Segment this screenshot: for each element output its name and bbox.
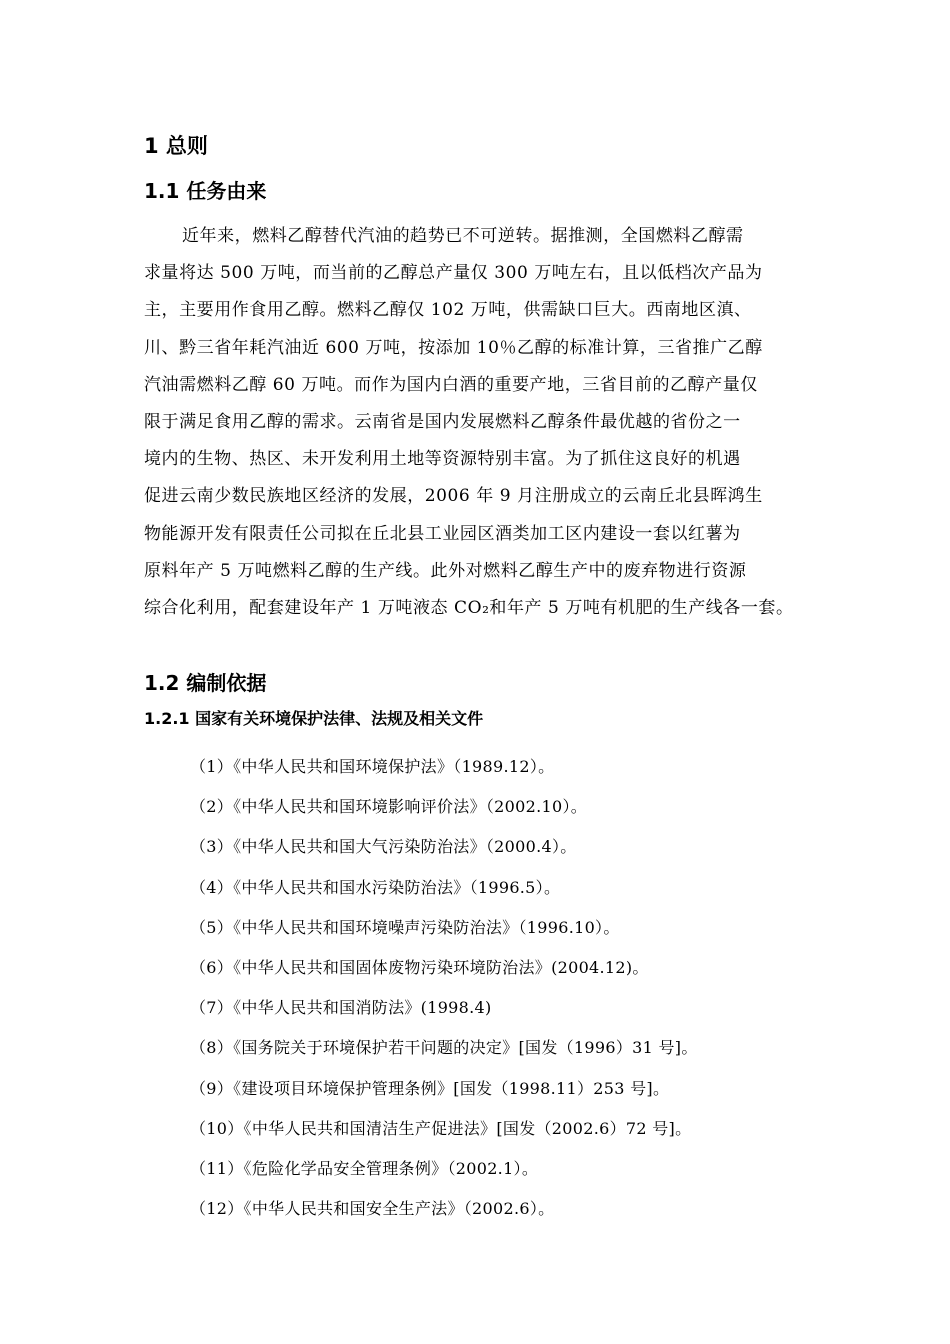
paragraph-line: 限于满足食用乙醇的需求。云南省是国内发展燃料乙醇条件最优越的省份之一 [144, 411, 741, 432]
list-item: （6）《中华人民共和国固体废物污染环境防治法》(2004.12)。 [190, 957, 649, 977]
section-heading-basis: 1.2 编制依据 [144, 671, 267, 695]
list-item: （8）《国务院关于环境保护若干问题的决定》[国发（1996）31 号]。 [190, 1038, 698, 1058]
body-paragraph [144, 220, 814, 629]
paragraph-line: 物能源开发有限责任公司拟在丘北县工业园区酒类加工区内建设一套以红薯为 [144, 523, 741, 544]
subsection-heading-laws: 1.2.1 国家有关环境保护法律、法规及相关文件 [144, 709, 484, 728]
section-heading-task-origin: 1.1 任务由来 [144, 179, 267, 203]
paragraph-line: 综合化利用，配套建设年产 1 万吨液态 CO₂和年产 5 万吨有机肥的生产线各一套。 [144, 597, 794, 618]
paragraph-line: 近年来，燃料乙醇替代汽油的趋势已不可逆转。据推测，全国燃料乙醇需 [182, 226, 744, 246]
list-item: （10）《中华人民共和国清洁生产促进法》[国发（2002.6）72 号]。 [190, 1118, 692, 1138]
chapter-heading: 1 总则 [144, 134, 208, 158]
paragraph-line: 原料年产 5 万吨燃料乙醇的生产线。此外对燃料乙醇生产中的废弃物进行资源 [144, 560, 747, 581]
paragraph-line: 川、黔三省年耗汽油近 600 万吨，按添加 10％乙醇的标准计算，三省推广乙醇 [144, 337, 763, 358]
reference-list [190, 752, 698, 1234]
list-item: （2）《中华人民共和国环境影响评价法》（2002.10）。 [190, 797, 588, 817]
paragraph-line: 汽油需燃料乙醇 60 万吨。而作为国内白酒的重要产地，三省目前的乙醇产量仅 [144, 374, 758, 395]
list-item: （5）《中华人民共和国环境噪声污染防治法》（1996.10）。 [190, 917, 620, 937]
paragraph-line: 求量将达 500 万吨，而当前的乙醇总产量仅 300 万吨左右，且以低档次产品为 [144, 263, 763, 284]
list-item: （3）《中华人民共和国大气污染防治法》（2000.4）。 [190, 837, 577, 857]
list-item: （11）《危险化学品安全管理条例》（2002.1）。 [190, 1158, 539, 1178]
list-item: （4）《中华人民共和国水污染防治法》（1996.5）。 [190, 877, 561, 897]
list-item: （9）《建设项目环境保护管理条例》[国发（1998.11）253 号]。 [190, 1078, 670, 1098]
list-item: （12）《中华人民共和国安全生产法》（2002.6）。 [190, 1199, 555, 1219]
list-item: （7）《中华人民共和国消防法》(1998.4) [190, 998, 492, 1018]
paragraph-line: 促进云南少数民族地区经济的发展，2006 年 9 月注册成立的云南丘北县晖鸿生 [144, 486, 763, 507]
paragraph-line: 主，主要用作食用乙醇。燃料乙醇仅 102 万吨，供需缺口巨大。西南地区滇、 [144, 300, 752, 321]
paragraph-line: 境内的生物、热区、未开发利用土地等资源特别丰富。为了抓住这良好的机遇 [144, 449, 741, 470]
list-item: （1）《中华人民共和国环境保护法》（1989.12）。 [190, 757, 555, 776]
